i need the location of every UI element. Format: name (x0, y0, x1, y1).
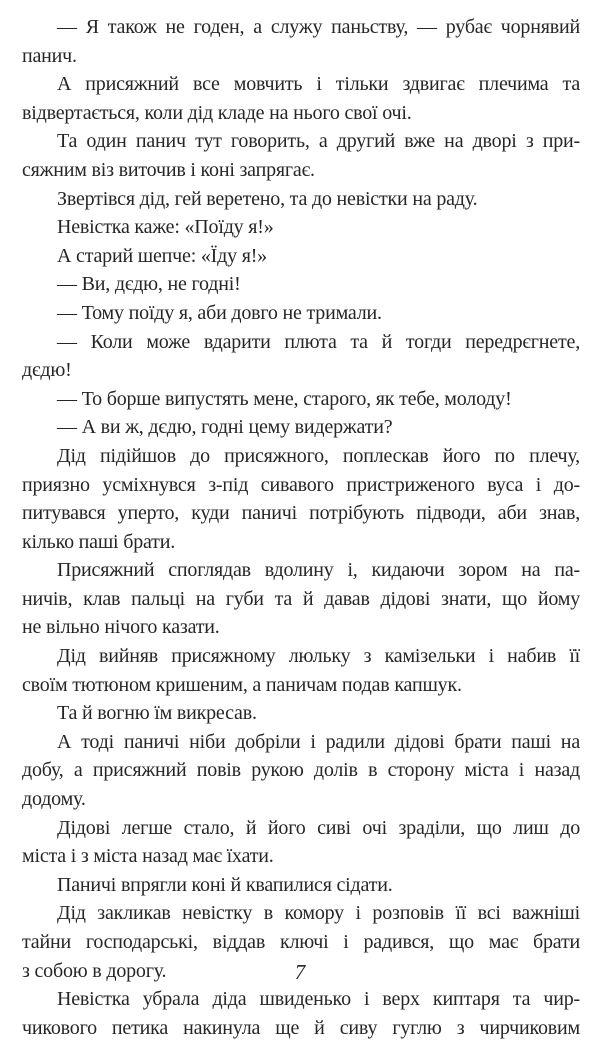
text-line: сяжним віз виточив і коні запрягає. (22, 158, 315, 181)
text-line: — То борше випустять мене, старого, як тебе, молоду! (57, 387, 512, 410)
paragraph (22, 985, 580, 1042)
text-line: Та один панич тут говорить, а другий вже на дворі з при- (57, 130, 580, 153)
paragraph (22, 728, 580, 814)
paragraph (22, 70, 580, 127)
text-line: чикового петика накинула ще й сиву гуглю з чирчиковим (22, 1016, 580, 1039)
text-line: — Я також не годен, а служу паньству, — рубає чорнявий (57, 16, 580, 38)
paragraph (22, 270, 580, 299)
text-line: не вільно нічого казати. (22, 616, 220, 639)
text-line: Невістка убрала діда швиденько і верх киптаря та чир- (57, 988, 580, 1011)
text-line: тайни господарські, віддав ключі і радився, що має брати (22, 931, 580, 953)
text-line: панич. (22, 44, 77, 67)
paragraph (22, 127, 580, 184)
paragraph (22, 13, 580, 70)
text-line: ничів, клав пальці на губи та й давав дідові знати, що йому (22, 587, 580, 610)
text-line: з собою в дорогу. (22, 959, 167, 982)
text-line: приязно усміхнувся з-під сивавого пристриженого вуса і до- (22, 473, 580, 496)
page-body (22, 13, 580, 1042)
text-line: Дід вийняв присяжному люльку з камізельки і набив її (57, 645, 580, 668)
text-line: дєдю! (22, 359, 72, 382)
text-line: — Коли може вдарити плюта та й тогди передрєгнете, (57, 330, 580, 353)
paragraph (22, 814, 580, 871)
text-line: додому. (22, 788, 86, 811)
text-line: Паничі впрягли коні й квапилися сідати. (57, 873, 393, 896)
text-line: А присяжний все мовчить і тільки здвигає плечима та (57, 73, 580, 96)
text-line: Та й вогню їм викресав. (57, 702, 257, 725)
page-number: 7 (294, 960, 306, 984)
text-line: А тоді паничі ніби добріли і радили дідові брати паші на (57, 730, 580, 753)
paragraph (22, 442, 580, 556)
paragraph (22, 556, 580, 642)
paragraph (22, 185, 580, 214)
text-line: Дід підійшов до присяжного, поплескав його по плечу, (57, 444, 580, 467)
text-line: кілько паші брати. (22, 530, 175, 553)
paragraph (22, 642, 580, 699)
text-line: А старий шепче: «Їду я!» (57, 244, 267, 267)
text-line: Дідові легше стало, й його сиві очі зраділи, що лиш до (57, 816, 580, 839)
text-line: своїм тютюном кришеним, а паничам подав капшук. (22, 673, 462, 696)
paragraph (22, 413, 580, 442)
text-line: Дід закликав невістку в комору і розповів її всі важніші (57, 902, 580, 925)
text-line: питувався уперто, куди паничі потрібують підводи, аби знав, (22, 502, 580, 525)
paragraph (22, 699, 580, 728)
text-line: Звертівся дід, гей веретено, та до невістки на раду. (57, 187, 478, 210)
paragraph (22, 385, 580, 414)
text-line: — Ви, дєдю, не годні! (57, 273, 241, 296)
paragraph (22, 871, 580, 900)
paragraph (22, 328, 580, 385)
text-line: — А ви ж, дєдю, годні цему видержати? (57, 416, 393, 439)
text-line: Невістка каже: «Поїду я!» (57, 216, 274, 239)
text-line: Присяжний споглядав вдолину і, кидаючи зором на па- (57, 559, 580, 582)
text-line: — Тому поїду я, аби довго не тримали. (57, 301, 382, 324)
paragraph (22, 242, 580, 271)
paragraph (22, 299, 580, 328)
text-line: відвертається, коли дід кладе на нього свої очі. (22, 101, 412, 124)
text-line: міста і з міста назад має їхати. (22, 845, 274, 868)
text-line: добу, а присяжний повів рукою долів в сторону міста і назад (22, 759, 580, 782)
paragraph (22, 213, 580, 242)
